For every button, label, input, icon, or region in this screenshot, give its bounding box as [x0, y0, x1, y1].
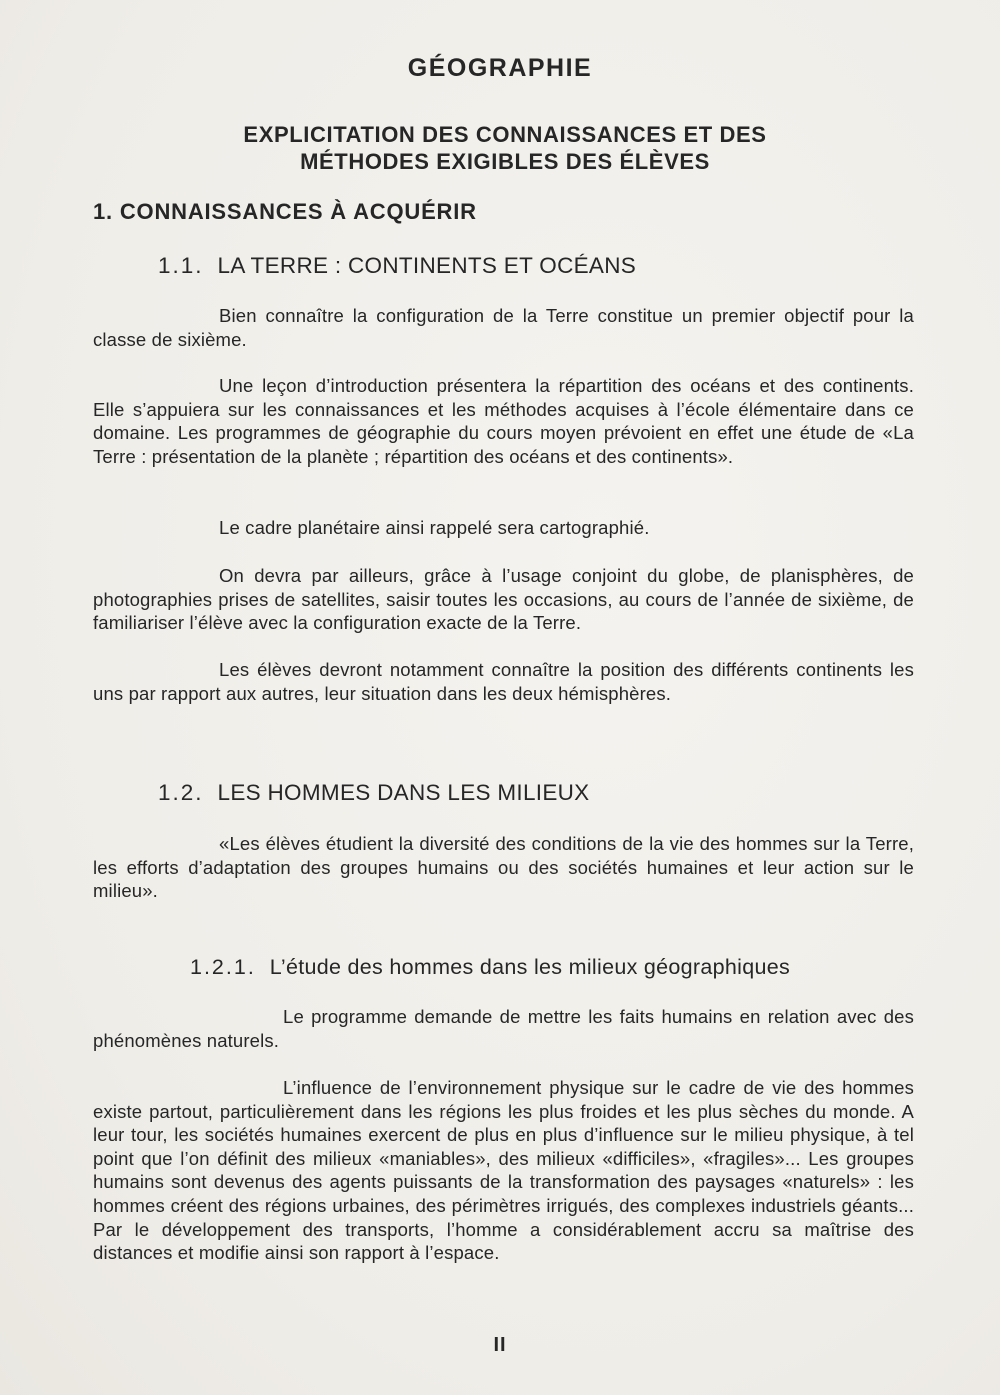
paragraph: Bien connaître la configuration de la Terre constitue un premier objectif pour la classe de sixième.: [93, 305, 914, 350]
paragraph: Les élèves devront notamment connaître la position des différents continents les uns par rapport aux autres, leur situation dans les deux hémisphères.: [93, 659, 914, 704]
paragraph: Une leçon d’introduction présentera la répartition des océans et des continents. Elle s’appuiera sur les connaissances et les méthodes acquises à l’école élémentaire dans ce domaine. Les programmes de géographie du cours moyen prévoient en effet une étude de «La Terre : présentation de la planète ; répartition des océans et des continents».: [93, 375, 914, 467]
section-1-2-1-title: L’étude des hommes dans les milieux géographiques: [269, 955, 791, 979]
paragraph: On devra par ailleurs, grâce à l’usage conjoint du globe, de planisphères, de photographies prises de satellites, saisir toutes les occasions, au cours de l’année de sixième, de familiariser l’élève avec la configuration exacte de la Terre.: [93, 565, 914, 634]
paragraph: Le cadre planétaire ainsi rappelé sera cartographié.: [219, 517, 650, 538]
section-1-2-title: LES HOMMES DANS LES MILIEUX: [217, 780, 590, 805]
section-1-1-heading: [158, 253, 636, 279]
section-1-heading: 1. CONNAISSANCES À ACQUÉRIR: [93, 199, 477, 224]
section-1-1-number: 1.1.: [158, 253, 204, 278]
subtitle-line-1: EXPLICITATION DES CONNAISSANCES ET DES: [243, 122, 767, 147]
section-1-2-1-heading: [190, 955, 790, 980]
section-1-1-title: LA TERRE : CONTINENTS ET OCÉANS: [217, 253, 637, 278]
subtitle-line-2: MÉTHODES EXIGIBLES DES ÉLÈVES: [300, 149, 710, 174]
paragraph: Le programme demande de mettre les faits humains en relation avec des phénomènes naturels.: [93, 1006, 914, 1051]
section-1-2-number: 1.2.: [158, 780, 204, 805]
paragraph: L’influence de l’environnement physique sur le cadre de vie des hommes existe partout, particulièrement dans les régions les plus froides et les plus sèches du monde. A leur tour, les sociétés humaines exercent de plus en plus d’influence sur le milieu physique, à tel point que l’on définit des milieux «maniables», des milieux «difficiles», «fragiles»... Les groupes humains sont devenus des agents puissants de la transformation des paysages «naturels» : les hommes créent des régions urbaines, des périmètres irrigués, des complexes industriels géants... Par le développement des transports, l’homme a considérablement accru sa maîtrise des distances et modifie ainsi son rapport à l’espace.: [93, 1077, 914, 1264]
page-number: II: [493, 1334, 507, 1356]
document-title: GÉOGRAPHIE: [407, 54, 593, 82]
section-1-2-1-number: 1.2.1.: [190, 955, 256, 979]
section-1-2-heading: [158, 780, 589, 806]
document-subtitle: [150, 121, 860, 175]
paragraph: «Les élèves étudient la diversité des conditions de la vie des hommes sur la Terre, les efforts d’adaptation des groupes humains ou des sociétés humaines et leur action sur le milieu».: [93, 833, 914, 902]
